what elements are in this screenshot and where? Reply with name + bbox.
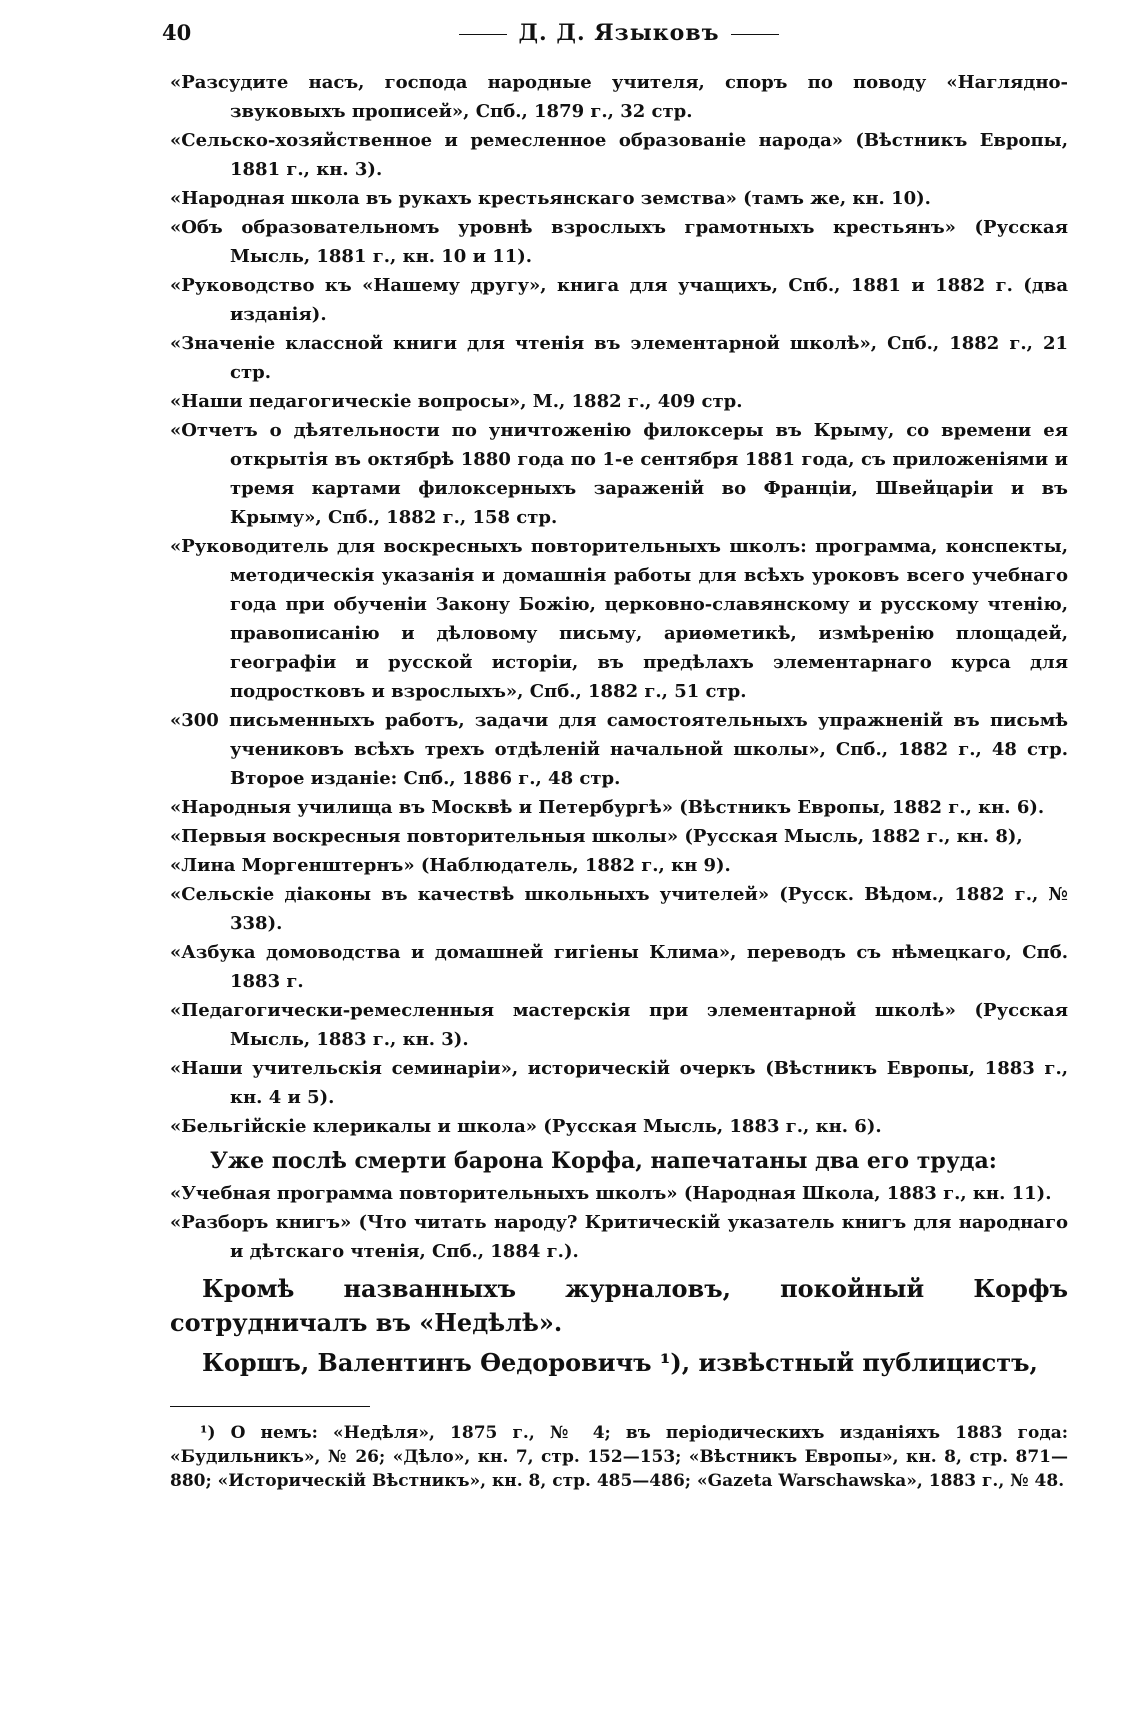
bibliography-entry: «Значеніе классной книги для чтенія въ элементарной школѣ», Спб., 1882 г., 21 стр. bbox=[170, 333, 1068, 383]
bibliography-entry: «Учебная программа повторительныхъ школъ» (Народная Школа, 1883 г., кн. 11). bbox=[170, 1183, 1052, 1204]
bibliography-entry: «Наши учительскія семинаріи», историческій очеркъ (Вѣстникъ Европы, 1883 г., кн. 4 и 5). bbox=[170, 1058, 1068, 1108]
header-dash-left bbox=[459, 34, 507, 35]
bibliography-entry: «Наши педагогическіе вопросы», М., 1882 г., 409 стр. bbox=[170, 391, 743, 412]
bibliography-entry: «Народная школа въ рукахъ крестьянскаго земства» (тамъ же, кн. 10). bbox=[170, 188, 931, 209]
bibliography-entry: «Отчетъ о дѣятельности по уничтоженію филоксеры въ Крыму, со времени ея открытія въ октябрѣ 1880 года по 1-е сентября 1881 года, съ приложеніями и тремя картами филоксерныхъ зараженій во Франціи, Швейцаріи и въ Крыму», Спб., 1882 г., 158 стр. bbox=[170, 420, 1068, 528]
posthumous-works-list bbox=[170, 1179, 1068, 1266]
bibliography-entry: «Объ образовательномъ уровнѣ взрослыхъ грамотныхъ крестьянъ» (Русская Мысль, 1881 г., кн. 10 и 11). bbox=[170, 217, 1068, 267]
bibliography-entry: «Разборъ книгъ» (Что читать народу? Критическій указатель книгъ для народнаго и дѣтскаго чтенія, Спб., 1884 г.). bbox=[170, 1212, 1068, 1262]
book-page bbox=[162, 20, 1068, 1493]
running-head bbox=[162, 20, 1068, 54]
page-number: 40 bbox=[162, 20, 192, 45]
header-title-block bbox=[170, 20, 1068, 46]
bibliography-entry: «Сельско-хозяйственное и ремесленное образованіе народа» (Вѣстникъ Европы, 1881 г., кн. 3). bbox=[170, 130, 1068, 180]
bibliography-list bbox=[170, 68, 1068, 1141]
bibliography-entry: «Разсудите насъ, господа народные учителя, споръ по поводу «Наглядно-звуковыхъ прописей», Спб., 1879 г., 32 стр. bbox=[170, 72, 1068, 122]
footnote-divider bbox=[170, 1406, 370, 1407]
bibliography-entry: «Лина Моргенштернъ» (Наблюдатель, 1882 г., кн 9). bbox=[170, 855, 731, 876]
bibliography-entry: «Руководитель для воскресныхъ повторительныхъ школъ: программа, конспекты, методическія указанія и домашнія работы для всѣхъ уроковъ всего учебнаго года при обученіи Закону Божію, церковно-славянскому и русскому чтенію, правописанію и дѣловому письму, ариѳметикѣ, измѣренію площадей, географіи и русской исторіи, въ предѣлахъ элементарнаго курса для подростковъ и взрослыхъ», Спб., 1882 г., 51 стр. bbox=[170, 536, 1068, 702]
bibliography-entry: «Руководство къ «Нашему другу», книга для учащихъ, Спб., 1881 и 1882 г. (два изданія). bbox=[170, 275, 1068, 325]
header-dash-right bbox=[731, 34, 779, 35]
body-paragraph: Кромѣ названныхъ журналовъ, покойный Корфъ сотрудничалъ въ «Недѣлѣ». bbox=[170, 1274, 1068, 1337]
body-paragraph: Коршъ, Валентинъ Ѳедоровичъ ¹), извѣстный публицистъ, bbox=[202, 1348, 1038, 1377]
section-heading: Уже послѣ смерти барона Корфа, напечатаны два его труда: bbox=[210, 1148, 997, 1174]
bibliography-entry: «Азбука домоводства и домашней гигіены Клима», переводъ съ нѣмецкаго, Спб. 1883 г. bbox=[170, 942, 1068, 992]
bibliography-entry: «Бельгійскіе клерикалы и школа» (Русская Мысль, 1883 г., кн. 6). bbox=[170, 1116, 882, 1137]
running-title: Д. Д. Языковъ bbox=[518, 20, 720, 46]
bibliography-entry: «Педагогически-ремесленныя мастерскія при элементарной школѣ» (Русская Мысль, 1883 г., кн. 3). bbox=[170, 1000, 1068, 1050]
bibliography-entry: «Сельскіе діаконы въ качествѣ школьныхъ учителей» (Русск. Вѣдом., 1882 г., № 338). bbox=[170, 884, 1068, 934]
footnote: ¹) О немъ: «Недѣля», 1875 г., № 4; въ періодическихъ изданіяхъ 1883 года: «Будильникъ», № 26; «Дѣло», кн. 7, стр. 152—153; «Вѣстникъ Европы», кн. 8, стр. 871—880; «Историческій Вѣстникъ», кн. 8, стр. 485—486; «Gazeta Warschawska», 1883 г., № 48. bbox=[170, 1423, 1068, 1491]
bibliography-entry: «Первыя воскресныя повторительныя школы» (Русская Мысль, 1882 г., кн. 8), bbox=[170, 826, 1023, 847]
bibliography-entry: «Народныя училища въ Москвѣ и Петербургѣ» (Вѣстникъ Европы, 1882 г., кн. 6). bbox=[170, 797, 1045, 818]
bibliography-entry: «300 письменныхъ работъ, задачи для самостоятельныхъ упражненій въ письмѣ учениковъ всѣхъ трехъ отдѣленій начальной школы», Спб., 1882 г., 48 стр. Второе изданіе: Спб., 1886 г., 48 стр. bbox=[170, 710, 1068, 789]
